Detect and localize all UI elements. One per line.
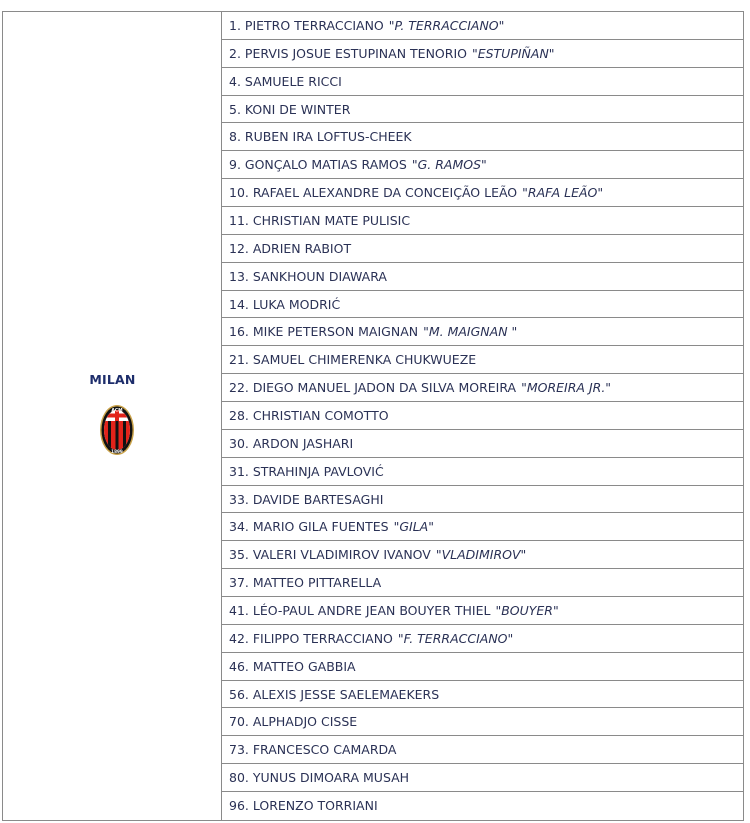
player-row [222, 764, 743, 792]
player-row [222, 40, 743, 68]
player-row [222, 402, 743, 430]
team-name: MILAN [89, 372, 136, 387]
player-name: 28. CHRISTIAN COMOTTO [229, 407, 389, 423]
player-nickname: "VLADIMIROV" [435, 547, 527, 563]
player-name: 96. LORENZO TORRIANI [229, 798, 378, 814]
player-row [222, 430, 743, 458]
player-row [222, 179, 743, 207]
player-name: 35. VALERI VLADIMIROV IVANOV [229, 547, 431, 563]
player-name: 31. STRAHINJA PAVLOVIĆ [229, 463, 384, 479]
player-name: 9. GONÇALO MATIAS RAMOS [229, 157, 407, 173]
player-row [222, 235, 743, 263]
player-name: 12. ADRIEN RABIOT [229, 240, 352, 256]
player-nickname: "G. RAMOS" [411, 157, 487, 173]
player-nickname: "BOUYER" [495, 602, 559, 618]
crest-initials: ACM [111, 408, 123, 414]
player-name: 5. KONI DE WINTER [229, 101, 351, 117]
player-row [222, 263, 743, 291]
player-row [222, 513, 743, 541]
player-name: 14. LUKA MODRIĆ [229, 296, 341, 312]
player-row [222, 318, 743, 346]
player-row [222, 12, 743, 40]
player-nickname: "ESTUPIÑAN" [471, 45, 555, 61]
player-row [222, 458, 743, 486]
player-name: 73. FRANCESCO CAMARDA [229, 742, 397, 758]
player-name: 42. FILIPPO TERRACCIANO [229, 630, 393, 646]
player-name: 80. YUNUS DIMOARA MUSAH [229, 770, 410, 786]
player-name: 16. MIKE PETERSON MAIGNAN [229, 324, 419, 340]
player-row [222, 374, 743, 402]
player-name: 8. RUBEN IRA LOFTUS-CHEEK [229, 129, 412, 145]
player-nickname: "GILA" [393, 519, 434, 535]
player-row [222, 569, 743, 597]
player-name: 70. ALPHADJO CISSE [229, 714, 358, 730]
player-name: 30. ARDON JASHARI [229, 435, 354, 451]
player-row [222, 625, 743, 653]
player-row [222, 486, 743, 514]
player-name: 21. SAMUEL CHIMERENKA CHUKWUEZE [229, 352, 477, 368]
player-row [222, 792, 743, 820]
player-name: 10. RAFAEL ALEXANDRE DA CONCEIÇÃO LEÃO [229, 185, 518, 201]
ac-milan-crest-icon [98, 397, 136, 461]
player-name: 37. MATTEO PITTARELLA [229, 575, 382, 591]
player-row [222, 68, 743, 96]
crest-year: 1899 [111, 449, 123, 454]
player-name: 1. PIETRO TERRACCIANO [229, 17, 384, 33]
player-nickname: "M. MAIGNAN " [423, 324, 518, 340]
player-row [222, 736, 743, 764]
player-row [222, 291, 743, 319]
player-row [222, 123, 743, 151]
player-row [222, 207, 743, 235]
player-row [222, 681, 743, 709]
player-name: 4. SAMUELE RICCI [229, 73, 342, 89]
player-name: 56. ALEXIS JESSE SAELEMAEKERS [229, 686, 440, 702]
player-row [222, 653, 743, 681]
team-cell [3, 12, 222, 820]
player-nickname: "MOREIRA JR." [521, 380, 612, 396]
player-row [222, 708, 743, 736]
player-nickname: "P. TERRACCIANO" [388, 17, 505, 33]
player-name: 11. CHRISTIAN MATE PULISIC [229, 212, 411, 228]
player-row [222, 346, 743, 374]
player-nickname: "F. TERRACCIANO" [397, 630, 514, 646]
player-row [222, 151, 743, 179]
player-name: 46. MATTEO GABBIA [229, 658, 356, 674]
player-list [222, 12, 743, 820]
player-name: 33. DAVIDE BARTESAGHI [229, 491, 384, 507]
roster-table [2, 11, 744, 821]
player-row [222, 96, 743, 124]
player-name: 41. LÉO-PAUL ANDRE JEAN BOUYER THIEL [229, 602, 491, 618]
player-name: 13. SANKHOUN DIAWARA [229, 268, 387, 284]
player-name: 22. DIEGO MANUEL JADON DA SILVA MOREIRA [229, 380, 517, 396]
player-row [222, 541, 743, 569]
player-nickname: "RAFA LEÃO" [522, 185, 604, 201]
player-name: 2. PERVIS JOSUE ESTUPINAN TENORIO [229, 45, 467, 61]
player-row [222, 597, 743, 625]
player-name: 34. MARIO GILA FUENTES [229, 519, 389, 535]
